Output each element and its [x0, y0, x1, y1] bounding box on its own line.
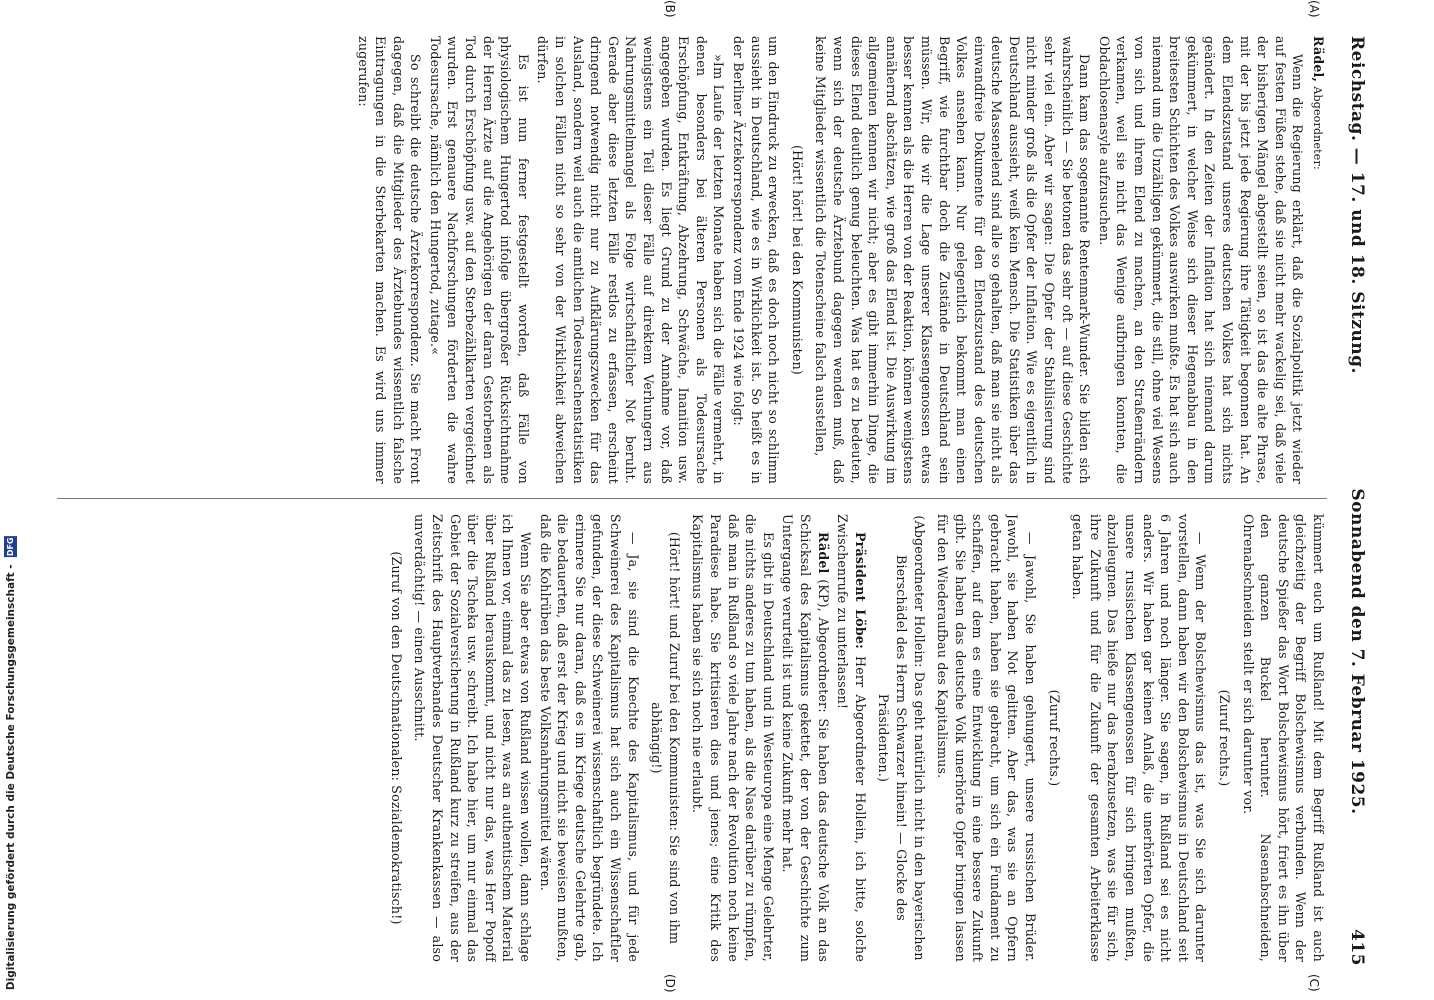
interjection: (Hört! hört! und Zuruf bei den Kommunisten: Sie sind von ihm abhängig!) [649, 531, 682, 945]
interjection: (Zuruf rechts.) [1046, 689, 1062, 787]
paragraph: — Ja, sie sind die Knechte des Kapitalismus, und für jede Schweinerei des Kapitalismus hat sich auch ein Wissenschaftler gefunden, der diese Schweinerei wissenschaftlich begründete. Ich erinnere Sie nur daran, daß es im Kriege deutsche Gelehrte gab, die bedauerten, daß erst der Krieg und nicht sie beweisen mußten, daß die Kohlrüben das beste Volksnahrungsmittel wären. [537, 514, 641, 962]
header-date: Sonnabend den 7. Februar 1925. [1347, 488, 1367, 815]
paragraph: kümmert euch um Rußland! Mit dem Begriff Rußland ist auch gleichzeitig der Begriff Bolschewismus verbunden. Wenn der deutsche Spießer das Wort Bolschewismus hört, friert es ihn über den ganzen Buckel herunter. Nasenabschneiden, Ohrenabschneiden stellt er sich darunter vor. [1240, 514, 1326, 962]
speaker-line [1308, 36, 1327, 484]
paragraph: — Jawohl, Sie haben gehungert, unsere russischen Brüder. Jawohl, sie haben Not gelitten. Aber das, was sie an Opfern gebracht haben, haben sie gebracht, um sich ein Fundament zu schaffen, auf dem es eine Entwicklung in eine bessere Zukunft gibt. Sie haben das deutsche Volk unerhörte Opfer bringen lassen für den Wiederaufbau des Kapitalismus. [935, 514, 1039, 962]
speaker-name: Rädel, [1311, 36, 1326, 83]
right-column [57, 514, 1327, 962]
speaker-remark [779, 514, 832, 962]
header-left: Reichstag. — 17. und 18. Sitzung. [1347, 36, 1367, 374]
president-label: Präsident Löbe: [852, 532, 868, 649]
paragraph: — Wenn der Bolschewismus das ist, was Sie sich darunter vorstellen, dann haben wir den Bolschewismus in Deutschland seit 6 Jahren und noch länger. Sie sagen, in Rußland sei es nicht anders. Wir haben gar keinen Anlaß, die unerhörten Opfer, die unsere russischen Klassengenossen für sich bringen mußten, abzuleugnen. Das hieße nur das herabzusetzen, was sie für sich, ihre Zukunft und für die Zukunft der gesamten Arbeiterklasse getan haben. [1070, 514, 1209, 962]
interjection: (Zuruf von den Deutschnationalen: Sozialdemokratisch!) [388, 551, 404, 925]
rotated-page [52, 0, 1367, 993]
paragraph: Es gibt in Deutschland und in Westeuropa eine Menge Gelehrter, die nichts anderes zu tun haben, als die Nase darüber zu rümpfen, daß man in Rußland so viele Jahre nach der Revolution noch keine Paradiese habe. Sie kritisieren dies und jenes; eine Kritik des Kapitalismus haben sie sich noch nie erlaubt. [690, 514, 776, 962]
paragraph: um den Eindruck zu erwecken, daß es doch noch nicht so schlimm aussieht in Deutschland, wie es in Wirklichkeit ist. So heißt es in der Berliner Ärztekorrespondenz vom Ende 1924 wie folgt: [731, 36, 782, 484]
page-number: 415 [1347, 928, 1367, 966]
paragraph: So schreibt die deutsche Ärztekorrespondenz. Sie macht Front dagegen, daß die Mitglieder des Ärztebundes wissentlich falsche Eintragungen in die Sterbekarten machen. Es wird uns immer zugerufen: [355, 36, 424, 484]
margin-marker-b: (B) [663, 0, 677, 18]
speaker-role: Abgeordneter: [1311, 86, 1324, 170]
dfg-logo-icon: DFG [5, 536, 15, 556]
interjection: (Abgeordneter Hollein: Das geht natürlich nicht in den bayerischen Bierschädel des Herrn Schwarzer hinein! — Glocke des Präsidenten.) [876, 515, 927, 961]
paragraph: Wenn die Regierung erklärt, daß die Sozialpolitik jetzt wieder auf festen Füßen stehe, daß sie nicht mehr wackelig sei, daß viele der bisherigen Mängel abgestellt seien, so ist das die alte Phrase, mit der bis jetzt jede Regierung ihre Tätigkeit begonnen hat. An dem Elendszustand unseres deutschen Volkes hat sich nichts geändert. In den Zeiten der Inflation hat sich niemand darum gekümmert, in welcher Weise sich dieser Hegenabbau in den breitesten Schichten des Volkes auswirken mußte. Es hat sich auch niemand um die Unzähligen gekümmert, die still, ohne viel Wesens von sich und ihrem Elend zu machen, an den Straßenrändern verkamen, weil sie nicht das Wenige aufbringen konnten, die Obdachlosenasyle aufzusuchen. [1096, 36, 1306, 484]
margin-marker-c: (C) [1307, 974, 1321, 992]
paragraph: Dann kam das sogenannte Rentenmark-Wunder. Sie bilden sich wahrscheinlich — Sie betonen das sehr oft — auf diese Geschichte sehr viel ein. Aber wir sagen: Die Opfer der Stabilisierung sind nicht minder groß als die Opfer der Inflation. Wie es eigentlich in Deutschland aussieht, weiß kein Mensch. Die Statistiken über das deutsche Massenelend sind alle so gehalten, daß man sie nicht als einwandfreie Dokumente für den Elendszustand des deutschen Volkes ansehen kann. Nur gelegentlich bekommt man einen Begriff, wie furchtbar doch die Zustände in Deutschland sein müssen. Wir, die wir die Lage unserer Klassengenossen etwas besser kennen als die Herren von der Reaktion, können wenigstens annähernd abschätzen, wie groß das Elend ist. Die Auswirkung im allgemeinen kennen wir nicht; aber es gibt immerhin Dinge, die dieses Elend deutlich genug beleuchten. Was hat es zu bedeuten, wenn sich der deutsche Ärztebund dagegen wenden muß, daß keine Mitglieder wissentlich die Totenscheine falsch ausstellen, [813, 36, 1093, 484]
page-header [1341, 36, 1367, 966]
interjection: (Zuruf rechts.) [1217, 689, 1233, 787]
margin-marker-d: (D) [663, 974, 677, 993]
president-remark [834, 514, 869, 962]
speaker-name: Rädel [815, 532, 831, 574]
credit-text: Digitalisierung gefördert durch die Deutsche Forschungsgemeinschaft - [4, 564, 17, 990]
paragraph: Es ist nun ferner festgestellt worden, daß Fälle von physiologischem Hungertod infolge übergroßer Rücksichtnahme der Herren Ärzte auf die Angehörigen der daran Gestorbenen als Tod durch Erschöpfung usw. auf den Sterbezählkarten vergeichnet wurden. Erst genauere Nachforschungen förderten die wahre Todesursache, nämlich den Hungertod, zutage.« [427, 36, 531, 484]
credit-line [4, 536, 17, 990]
president-text: Herr Abgeordneter Hollein, ich bitte, solche Zwischenrufe zu unterlassen! [835, 514, 868, 962]
interjection: (Hört! hört! bei den Kommunisten) [789, 144, 805, 376]
paragraph: Wenn Sie aber etwas von Rußland wissen wollen, dann schlage ich Ihnen vor, einmal das zu lesen, was an authentischem Material über Rußland herauskommt, und nicht nur das, was Herr Popoff über die Tscheka usw. schreibt. Ich habe hier, um nur einmal das Gebiet der Sozialversicherung in Rußland kurz zu streifen, aus der Zeitschrift des Hauptverbandes Deutscher Krankenkassen — also unverdächtig! — einen Ausschnitt. [412, 514, 534, 962]
margin-marker-a: (A) [1307, 0, 1321, 18]
left-column [57, 36, 1327, 484]
column-divider [57, 498, 1327, 499]
quotation: »Im Laufe der letzten Monate haben sich die Fälle vermehrt, in denen besonders bei älteren Personen als Todesursache Erschöpfung, Entkräftung, Abzehrung, Schwäche, Inanition usw. angegeben wurden. Es liegt Grund zu der Annahme vor, daß wenigstens ein Teil dieser Fälle auf direktem Verhungern aus Nahrungsmittelmangel als Folge wirtschaftlicher Not beruht. Gerade aber diese letzten Fälle restlos zu erfassen, erscheint dringend notwendig nicht nur zu Aufklärungszwecken für das Ausland, sondern weil auch die amtlichen Todesursachenstatistiken in solchen Fällen nicht so sehr von der Wirklichkeit abweichen dürfen. [535, 36, 727, 484]
digitization-credit [2, 0, 18, 1000]
speaker-text: (KP), Abgeordneter: Sie haben das deutsche Volk an das Schicksal des Kapitalismus gekettet, der von der Geschichte zum Untergange verurteilt ist und keine Zukunft mehr hat. [780, 514, 831, 962]
